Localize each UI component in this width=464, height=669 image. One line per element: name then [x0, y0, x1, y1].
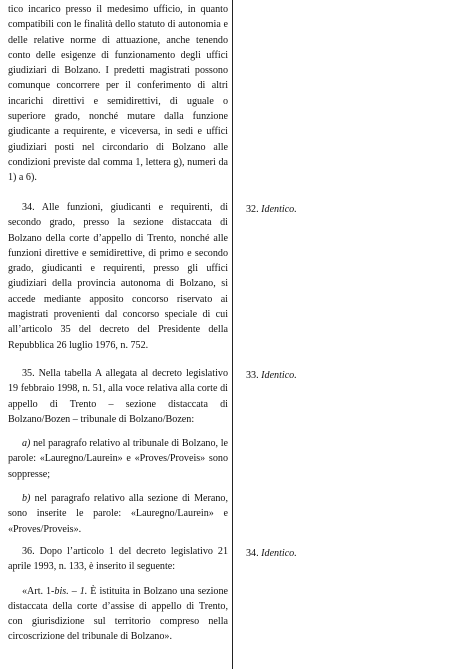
quote-dash: – [68, 585, 80, 597]
note-34 [246, 546, 297, 561]
item-b [8, 491, 228, 537]
note-33 [246, 368, 297, 383]
paragraph-text: tico incarico presso il medesimo ufficio, in quanto compatibili con le finalità dello statuto di autonomia e delle relative norme di attuazione, anche tenendo conto delle esigenze di funzionamento degli uffici giudiziari di Bolzano. I predetti magistrati possono comunque concorrere per il conferimento di altri incarichi direttivi e semidirettivi, di uguale o superiore grado, nonché mutare dalla funzione giudicante a requirente, e viceversa, in sedi e uffici giudiziari posti nel circondario di Bolzano alle condizioni previste dal comma 1, lettera g), numeri da 1) a 6). [8, 4, 228, 184]
paragraph-35 [8, 366, 228, 537]
paragraph-intro: 35. Nella tabella A allegata al decreto legislativo 19 febbraio 1998, n. 51, alla voce relativa alla corte di appello di Trento – sezione distaccata di Bolzano/Bozen – tribunale di Bolzano/Bozen: [8, 368, 228, 425]
inserted-article [8, 584, 228, 645]
paragraph-33-continuation [8, 2, 228, 186]
note-word: Identico. [261, 204, 297, 215]
note-word: Identico. [261, 370, 297, 381]
item-a-label: a) [22, 438, 31, 450]
item-b-label: b) [22, 493, 31, 505]
note-number: 33. [246, 370, 259, 381]
quote-num: 1. [79, 585, 88, 597]
item-a-text: nel paragrafo relativo al tribunale di Bolzano, le parole: «Lauregno/Laurein» e «Proves/Proveis» sono soppresse; [8, 438, 228, 480]
note-number: 34. [246, 548, 259, 559]
paragraph-intro: 36. Dopo l’articolo 1 del decreto legislativo 21 aprile 1993, n. 133, è inserito il seguente: [8, 546, 228, 573]
paragraph-36 [8, 544, 228, 645]
note-32 [246, 202, 297, 217]
quote-text: È istituita in Bolzano una sezione distaccata della corte d’assise di appello di Trento, con giurisdizione sul territorio compreso nella circoscrizione del tribunale di Bolzano». [8, 585, 228, 643]
paragraph-text: 34. Alle funzioni, giudicanti e requirenti, di secondo grado, presso la sezione distaccata di Bolzano della corte d’appello di Trento, nonché alle funzioni direttive e semidirettive, di primo e secondo grado, giudicanti e requirenti, presso gli uffici giudiziari della provincia autonoma di Bolzano, si accede mediante apposito concorso riservato ai magistrati provenienti dal concorso speciale di cui all’articolo 35 del decreto del Presidente della Repubblica 26 luglio 1976, n. 752. [8, 202, 228, 351]
paragraph-34 [8, 200, 228, 353]
note-word: Identico. [261, 548, 297, 559]
note-number: 32. [246, 204, 259, 215]
quote-open: «Art. 1- [22, 585, 55, 597]
column-divider [232, 0, 233, 669]
quote-bis: bis. [54, 585, 69, 597]
item-b-text: nel paragrafo relativo alla sezione di Merano, sono inserite le parole: «Lauregno/Laurein» e «Proves/Proveis». [8, 493, 228, 535]
item-a [8, 436, 228, 482]
